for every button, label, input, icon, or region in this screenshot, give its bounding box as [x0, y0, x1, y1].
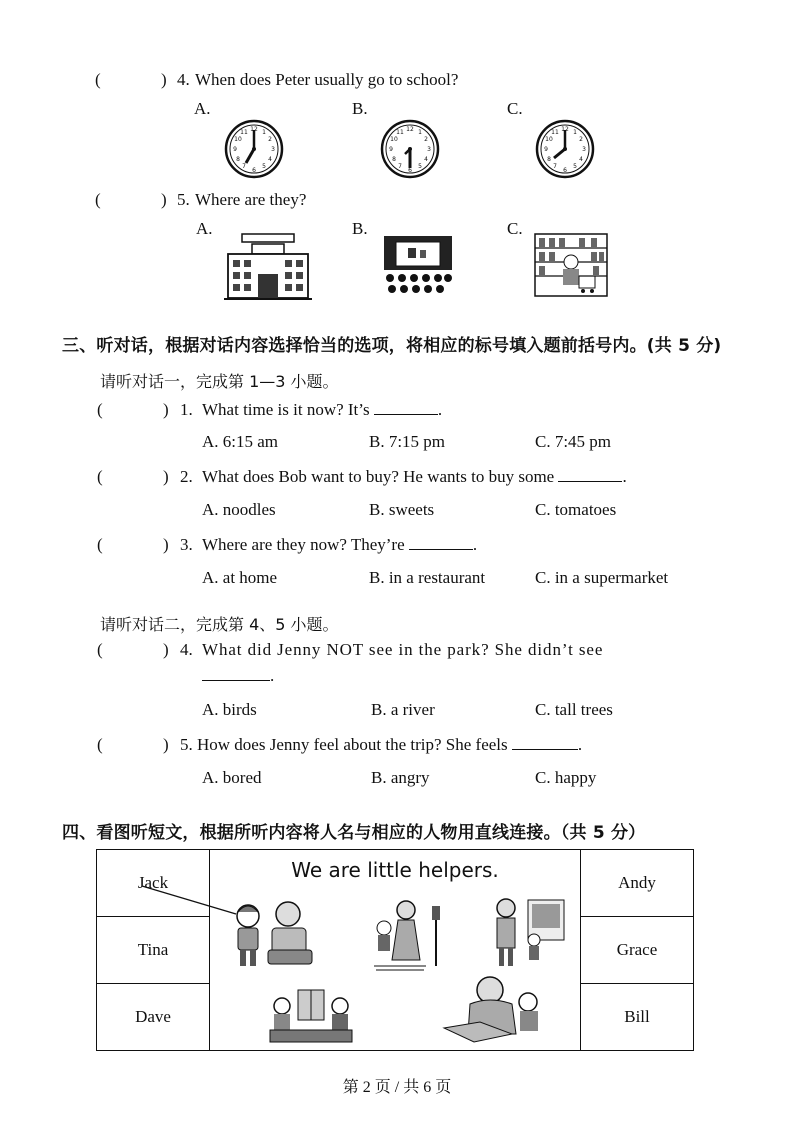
svg-text:3: 3 [271, 146, 275, 153]
name-label: Bill [624, 1007, 650, 1026]
svg-text:10: 10 [390, 136, 398, 143]
question-number: 5. [180, 735, 193, 754]
svg-text:3: 3 [582, 146, 586, 153]
question-continuation [202, 666, 274, 686]
svg-text:7: 7 [398, 163, 402, 170]
helping-with-computer-picture[interactable] [440, 974, 550, 1044]
question-text: When does Peter usually go to school? [195, 70, 459, 89]
question-text [202, 467, 627, 487]
answer-bracket-open: ( [97, 640, 103, 659]
answer-bracket-close: ) [161, 190, 167, 209]
question-end: . [270, 666, 275, 685]
svg-text:10: 10 [545, 136, 553, 143]
option-b: B. 7:15 pm [369, 432, 446, 451]
question-stem: What does Bob want to buy? He wants to buy some [202, 467, 555, 486]
option-c: C. in a supermarket [535, 568, 669, 587]
question-text [197, 735, 582, 755]
picture-panel [210, 850, 581, 1051]
svg-text:2: 2 [579, 136, 583, 143]
svg-text:8: 8 [547, 156, 551, 163]
svg-text:1: 1 [573, 129, 577, 136]
svg-text:12: 12 [250, 126, 258, 133]
svg-text:2: 2 [424, 136, 428, 143]
svg-text:5: 5 [418, 163, 422, 170]
section-heading: 四、看图听短文，根据所听内容将人名与相应的人物用直线连接。（共 5 分） [62, 823, 646, 843]
example-connecting-line [140, 880, 240, 920]
question-number: 3. [180, 535, 193, 554]
answer-bracket-open: ( [95, 70, 101, 89]
question-text [202, 535, 477, 555]
svg-text:9: 9 [389, 146, 393, 153]
option-b: B. in a restaurant [369, 568, 486, 587]
svg-text:7: 7 [242, 163, 246, 170]
svg-text:8: 8 [236, 156, 240, 163]
cinema-icon [380, 232, 456, 298]
option-c: C. happy [535, 768, 597, 787]
svg-text:10: 10 [234, 136, 242, 143]
option-c-label: C. [507, 99, 523, 118]
svg-text:4: 4 [268, 156, 272, 163]
svg-text:1: 1 [418, 129, 422, 136]
svg-text:3: 3 [427, 146, 431, 153]
answer-bracket-close: ) [163, 400, 169, 419]
planting-together-picture[interactable] [268, 988, 354, 1044]
name-cell-dave[interactable] [97, 984, 210, 1051]
svg-text:12: 12 [406, 126, 414, 133]
name-cell-tina[interactable] [97, 917, 210, 984]
option-a: A. noodles [202, 500, 276, 519]
svg-text:9: 9 [233, 146, 237, 153]
name-label: Dave [135, 1007, 171, 1026]
question-number: 4. [177, 70, 190, 89]
question-text [202, 400, 442, 420]
option-c: C. tall trees [535, 700, 613, 719]
svg-text:7: 7 [553, 163, 557, 170]
answer-bracket-close: ) [161, 70, 167, 89]
question-number: 4. [180, 640, 193, 659]
svg-text:9: 9 [544, 146, 548, 153]
name-cell-andy[interactable] [581, 850, 694, 917]
svg-text:6: 6 [408, 167, 412, 174]
dialog-instruction: 请听对话二，完成第 4、5 小题。 [100, 615, 339, 634]
option-c: C. tomatoes [535, 500, 617, 519]
question-stem: Where are they now? They’re [202, 535, 405, 554]
question-text: Where are they? [195, 190, 307, 209]
supermarket-icon [533, 232, 609, 298]
svg-text:5: 5 [262, 163, 266, 170]
answer-bracket-close: ) [163, 535, 169, 554]
option-a: A. at home [202, 568, 278, 587]
answer-bracket-open: ( [97, 467, 103, 486]
answer-bracket-open: ( [95, 190, 101, 209]
answer-blank[interactable] [374, 413, 438, 415]
clock-half-past-icon [378, 118, 442, 180]
svg-text:6: 6 [563, 167, 567, 174]
dialog-instruction: 请听对话一，完成第 1—3 小题。 [100, 372, 339, 391]
svg-text:11: 11 [551, 129, 559, 136]
question-number: 2. [180, 467, 193, 486]
svg-text:6: 6 [252, 167, 256, 174]
option-b: B. a river [371, 700, 435, 719]
panel-banner: We are little helpers. [291, 858, 499, 882]
option-b-label: B. [352, 99, 368, 118]
answer-bracket-open: ( [97, 735, 103, 754]
question-end: . [472, 535, 478, 554]
svg-text:2: 2 [268, 136, 272, 143]
name-cell-bill[interactable] [581, 984, 694, 1051]
answer-bracket-open: ( [97, 400, 103, 419]
option-a: A. 6:15 am [202, 432, 279, 451]
clock-8-oclock-icon [533, 118, 597, 180]
school-building-icon [224, 230, 312, 302]
option-b: B. sweets [369, 500, 435, 519]
svg-text:8: 8 [392, 156, 396, 163]
question-end: . [622, 467, 627, 486]
svg-text:4: 4 [424, 156, 428, 163]
option-b-label: B. [352, 219, 368, 238]
svg-text:5: 5 [573, 163, 577, 170]
answer-bracket-open: ( [97, 535, 103, 554]
question-number: 1. [180, 400, 193, 419]
name-label: Jack [137, 873, 169, 892]
svg-text:4: 4 [579, 156, 583, 163]
name-label: Andy [618, 873, 656, 892]
name-label: Grace [616, 940, 658, 959]
page-footer: 第 2 页 / 共 6 页 [342, 1079, 452, 1096]
question-stem: How does Jenny feel about the trip? She feels [197, 735, 508, 754]
option-a-label: A. [194, 99, 211, 118]
question-number: 5. [177, 190, 190, 209]
helping-with-chores-picture[interactable] [488, 896, 568, 970]
clock-7-oclock-icon [222, 118, 286, 180]
svg-text:11: 11 [396, 129, 404, 136]
question-end: . [577, 735, 583, 754]
option-c-label: C. [507, 219, 523, 238]
section-heading: 三、听对话，根据对话内容选择恰当的选项，将相应的标号填入题前括号内。(共 5 分) [62, 336, 722, 356]
name-label: Tina [137, 940, 169, 959]
answer-blank[interactable] [202, 679, 270, 681]
answer-blank[interactable] [409, 548, 473, 550]
answer-blank[interactable] [558, 480, 622, 482]
svg-text:12: 12 [561, 126, 569, 133]
option-c: C. 7:45 pm [535, 432, 612, 451]
svg-text:11: 11 [240, 129, 248, 136]
answer-blank[interactable] [512, 748, 578, 750]
option-a-label: A. [196, 219, 213, 238]
answer-bracket-close: ) [163, 735, 169, 754]
name-cell-grace[interactable] [581, 917, 694, 984]
option-a: A. birds [202, 700, 257, 719]
question-end: . [437, 400, 443, 419]
question-text: What did Jenny NOT see in the park? She didn’t see [202, 640, 604, 659]
answer-bracket-close: ) [163, 640, 169, 659]
answer-bracket-close: ) [163, 467, 169, 486]
svg-text:1: 1 [262, 129, 266, 136]
option-b: B. angry [371, 768, 430, 787]
helping-old-woman-cross-picture[interactable] [370, 898, 450, 972]
question-stem: What time is it now? It’s [202, 400, 370, 419]
option-a: A. bored [202, 768, 262, 787]
